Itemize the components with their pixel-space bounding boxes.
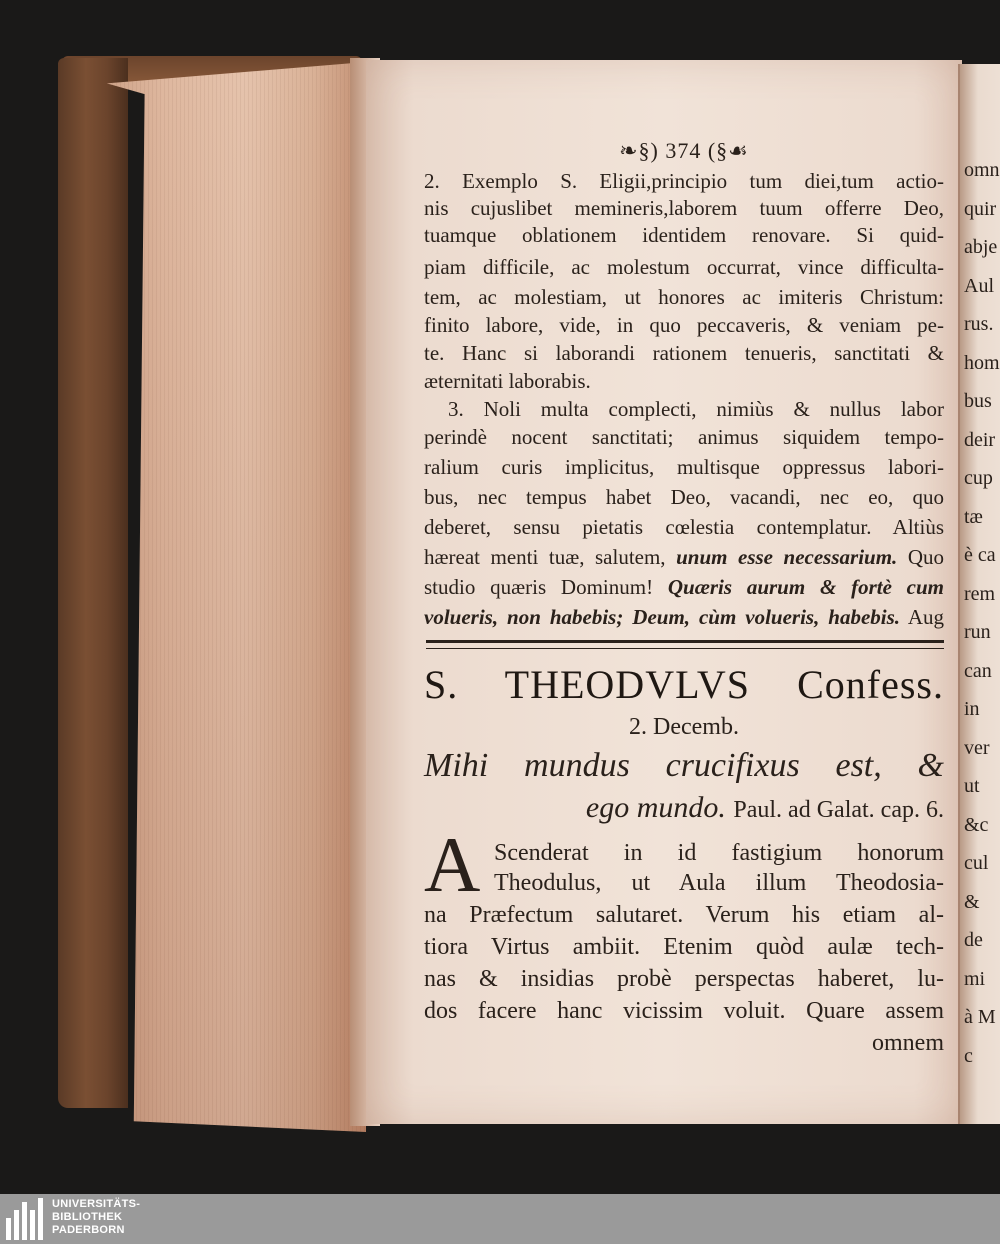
motto-italic: ego mundo.	[585, 791, 726, 824]
next-page-fragment: &c	[964, 813, 989, 836]
next-page-fragment: mi	[964, 967, 986, 990]
text-line: piam difficile, ac molestum occurrat, vince difficulta-	[424, 255, 944, 279]
library-logo-text	[52, 1198, 140, 1237]
text-line: æternitati laborabis.	[424, 369, 591, 393]
stacked-page-edges	[96, 62, 366, 1132]
body-line: tiora Virtus ambiit. Etenim quòd aulæ tech-	[424, 934, 944, 960]
next-page-fragment: &	[964, 890, 980, 913]
footer-bar	[0, 1194, 1000, 1244]
next-page-fragment: Aul	[964, 274, 994, 297]
header-ornament-left: ❧§)	[619, 138, 659, 163]
text-line: ralium curis implicitus, multisque oppressus labori-	[424, 455, 944, 479]
text-line: te. Hanc si laborandi rationem tenueris, sanctitati &	[424, 341, 944, 365]
italic-segment: Quæris aurum & fortè cum	[667, 575, 945, 599]
motto-reference: Paul. ad Galat. cap. 6.	[733, 797, 944, 823]
drop-cap: A	[424, 821, 481, 908]
next-page-fragment: ut	[964, 775, 980, 797]
page-header	[424, 138, 944, 164]
next-page-fragment: rem	[964, 582, 996, 605]
next-page-fragment: quir	[964, 197, 997, 220]
text-line	[424, 544, 944, 571]
section-date: 2. Decemb.	[629, 714, 739, 740]
book-cover-spine	[58, 58, 128, 1108]
body-line: na Præfectum salutaret. Verum his etiam al-	[424, 902, 944, 928]
text-line: tem, ac molestiam, ut honores ac imiteris Christum:	[424, 285, 944, 309]
next-page-fragment: cul	[964, 852, 989, 874]
text-line: 2. Exemplo S. Eligii,principio tum diei,tum actio-	[424, 169, 944, 193]
section-title: S. THEODVLVS Confess.	[424, 662, 944, 707]
next-page-fragment: de	[964, 929, 983, 951]
text-segment: Quo	[907, 545, 945, 569]
text-line: finito labore, vide, in quo peccaveris, & veniam pe-	[424, 313, 944, 337]
page-number: 374	[665, 138, 702, 163]
italic-segment: unum esse necessarium.	[676, 545, 898, 569]
text-line: bus, nec tempus habet Deo, vacandi, nec eo, quo	[424, 485, 944, 509]
catchword: omnem	[872, 1030, 944, 1056]
next-page-fragment: à M	[964, 1006, 996, 1028]
text-line: nis cujuslibet memineris,laborem tuum offerre Deo,	[424, 196, 944, 220]
section-rule	[426, 640, 944, 649]
next-page-fragment: ver	[964, 736, 990, 759]
next-page-edge	[958, 64, 1000, 1124]
next-page-fragment: rus.	[964, 313, 994, 335]
next-page-fragment: bus	[964, 390, 992, 412]
text-line	[424, 574, 944, 601]
logo-line: UNIVERSITÄTS-	[52, 1198, 141, 1210]
next-page-fragment: c	[964, 1044, 973, 1067]
text-line: 3. Noli multa complecti, nimiùs & nullus labor	[448, 397, 944, 421]
text-segment: Aug	[907, 605, 945, 629]
next-page-fragment: run	[964, 621, 991, 643]
motto-line: Mihi mundus crucifixus est, &	[424, 747, 944, 784]
logo-line: PADERBORN	[52, 1224, 125, 1236]
text-line: deberet, sensu pietatis cœlestia contemplatur. Altiùs	[424, 515, 944, 539]
italic-segment: volueris, non habebis; Deum, cùm volueris, habebis.	[424, 605, 901, 629]
logo-line: BIBLIOTHEK	[52, 1211, 123, 1223]
next-page-fragment: omn	[964, 159, 1000, 181]
text-segment: hæreat menti tuæ, salutem,	[424, 545, 666, 569]
motto-line	[424, 788, 944, 828]
next-page-fragment: è ca	[964, 544, 996, 566]
next-page-fragment: can	[964, 659, 992, 682]
text-line: perindè nocent sanctitati; animus siquidem tempo-	[424, 425, 944, 449]
next-page-fragment: abje	[964, 236, 998, 258]
text-line: tuamque oblationem identidem renovare. Si quid-	[424, 223, 944, 247]
body-line: nas & insidias probè perspectas haberet, lu-	[424, 966, 944, 992]
body-line: dos facere hanc vicissim voluit. Quare assem	[424, 998, 944, 1024]
next-page-fragment: deir	[964, 428, 996, 451]
text-segment: studio quæris Dominum!	[424, 575, 654, 599]
text-line	[424, 604, 944, 631]
body-line: Scenderat in id fastigium honorum	[494, 840, 944, 866]
body-line: Theodulus, ut Aula illum Theodosia-	[494, 870, 944, 896]
next-page-fragment: cup	[964, 467, 993, 489]
header-ornament-right: (§☙	[707, 138, 749, 163]
next-page-fragment: tæ	[964, 505, 983, 528]
next-page-fragment: hom	[964, 351, 1000, 374]
library-logo-icon	[6, 1198, 44, 1240]
next-page-fragment: in	[964, 698, 980, 720]
